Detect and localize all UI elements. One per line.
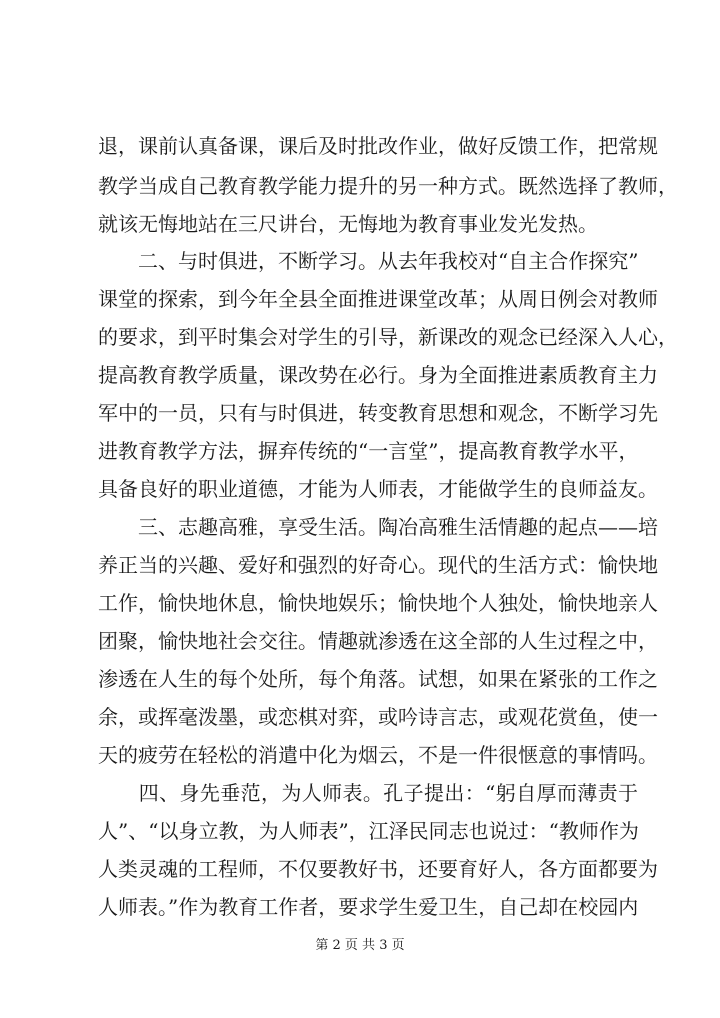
text-line: 教学当成自己教育教学能力提升的另一种方式。既然选择了教师， — [98, 174, 678, 198]
text-line: 课堂的探索，到今年全县全面推进课堂改革；从周日例会对教师 — [98, 287, 658, 311]
text-line: 天的疲劳在轻松的消遣中化为烟云，不是一件很惬意的事情吗。 — [98, 743, 658, 767]
text-line: 人类灵魂的工程师，不仅要教好书，还要育好人，各方面都要为 — [98, 857, 658, 881]
text-line: 养正当的兴趣、爱好和强烈的好奇心。现代的生活方式：愉快地 — [98, 553, 658, 577]
text-line: 具备良好的职业道德，才能为人师表，才能做学生的良师益友。 — [98, 477, 658, 501]
text-line: 二、与时俱进，不断学习。从去年我校对“自主合作探究” — [98, 249, 639, 273]
text-line: 提高教育教学质量，课改势在必行。身为全面推进素质教育主力 — [98, 363, 658, 387]
text-line: 四、身先垂范，为人师表。孔子提出：“躬自厚而薄责于 — [98, 781, 638, 805]
text-line: 团聚，愉快地社会交往。情趣就渗透在这全部的人生过程之中， — [98, 629, 658, 653]
text-line: 三、志趣高雅，享受生活。陶冶高雅生活情趣的起点——培 — [98, 515, 658, 539]
page-footer: 第 2 页 共 3 页 — [315, 938, 405, 953]
text-line: 退，课前认真备课，课后及时批改作业，做好反馈工作，把常规 — [98, 134, 658, 158]
text-line: 就该无悔地站在三尺讲台，无悔地为教育事业发光发热。 — [98, 212, 598, 236]
text-line: 渗透在人生的每个处所，每个角落。试想，如果在紧张的工作之 — [98, 667, 658, 691]
text-line: 工作，愉快地休息，愉快地娱乐；愉快地个人独处，愉快地亲人 — [98, 591, 658, 615]
text-line: 人师表。”作为教育工作者，要求学生爱卫生，自己却在校园内 — [98, 895, 639, 919]
text-line: 军中的一员，只有与时俱进，转变教育思想和观念，不断学习先 — [98, 401, 658, 425]
text-line: 进教育教学方法，摒弃传统的“一言堂”，提高教育教学水平， — [98, 439, 639, 463]
text-line: 余，或挥毫泼墨，或恋棋对弈，或吟诗言志，或观花赏鱼，使一 — [98, 705, 658, 729]
text-line: 的要求，到平时集会对学生的引导，新课改的观念已经深入人心， — [98, 325, 678, 349]
text-line: 人”、“以身立教，为人师表”，江泽民同志也说过：“教师作为 — [98, 819, 639, 843]
